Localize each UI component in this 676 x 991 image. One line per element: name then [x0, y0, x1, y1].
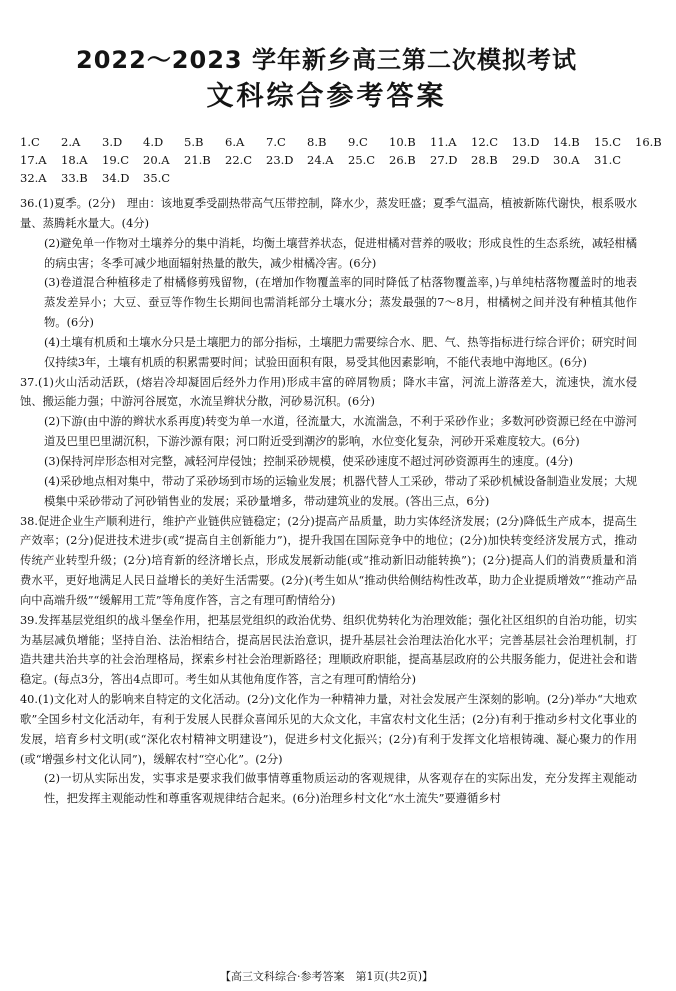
- choice-answer: 29.D: [512, 153, 540, 167]
- choice-answer: 26.B: [389, 153, 416, 167]
- q37-part1: 37.(1)火山活动活跃，(熔岩冷却凝固后经外力作用)形成丰富的碎屑物质；降水丰富，河流上游落差大，流速快，流水侵蚀、搬运能力强；中游河谷展宽，水流呈辫状分散，河砂易沉积。(6分): [20, 375, 637, 409]
- choice-answer: 5.B: [184, 135, 204, 149]
- q40-part1: 40.(1)文化对人的影响来自特定的文化活动。(2分)文化作为一种精神力量，对社会发展产生深刻的影响。(2分)举办“大地欢歌”全国乡村文化活动年，有利于发展人民群众喜闻乐见的大众文化，丰富农村文化生活；(2分)有利于推动乡村文化事业的发展，培育乡村文明(或“深化农村精神文明建设”)，促进乡村文化振兴；(2分)有利于发挥文化培根铸魂、凝心聚力的作用(或“增强乡村文化认同”)，缓解农村“空心化”。(2分): [20, 693, 637, 766]
- choice-answer: 35.C: [143, 171, 171, 185]
- document-title: 2022～2023 学年新乡高三第二次模拟考试: [76, 46, 577, 74]
- choice-answer: 17.A: [20, 153, 47, 167]
- choice-answer: 14.B: [553, 135, 580, 149]
- choice-answer: 19.C: [102, 153, 130, 167]
- q39-answer: 39.发挥基层党组织的战斗堡垒作用，把基层党组织的政治优势、组织优势转化为治理效能；强化社区组织的自治功能，切实为基层减负增能；坚持自治、法治相结合，提高居民法治意识，提升基层社会治理法治化水平；完善基层社会治理机制，打造共建共治共享的社会治理格局，探索乡村社会治理新路径；理顺政府职能，提高基层政府的公共服务能力，促进社会和谐稳定。(每点3分，答出4点即可。考生如从其他角度作答，言之有理可酌情给分): [20, 613, 637, 687]
- q36-part3: (3)卷道混合种植移走了柑橘修剪残留物，(在增加作物覆盖率的同时降低了枯落物覆盖率，)与单纯枯落物覆盖时的地表蒸发差异小；大豆、蚕豆等作物生长期间也需消耗部分土壤水分；蒸发最强的7～8月，柑橘树之间并没有种植其他作物。(6分): [44, 276, 637, 330]
- choice-answer: 20.A: [143, 153, 170, 167]
- choice-answer: 4.D: [143, 135, 164, 149]
- choice-answer: 24.A: [307, 153, 334, 167]
- choice-answer: 12.C: [471, 135, 499, 149]
- choice-answer: 3.D: [102, 135, 123, 149]
- q36-part4: (4)土壤有机质和土壤水分只是土壤肥力的部分指标，土壤肥力需要综合水、肥、气、热等指标进行综合评价；研究时间仅持续3年，土壤有机质的积累需要时间；试验田面积有限，易受其他因素影响，不能代表地中海地区。(6分): [44, 335, 637, 369]
- choice-answer: 28.B: [471, 153, 498, 167]
- choice-answer: 22.C: [225, 153, 253, 167]
- q38-answer: 38.促进企业生产顺利进行，维护产业链供应链稳定；(2分)提高产品质量，助力实体经济发展；(2分)降低生产成本，提高生产效率；(2分)促进技术进步(或“提高自主创新能力”)，提升我国在国际竞争中的地位；(2分)加快转变经济发展方式，推动传统产业转型升级；(2分)培育新的经济增长点，形成发展新动能(或“推动新旧动能转换”)；(2分)提高人们的消费质量和消费水平，更好地满足人民日益增长的美好生活需要。(2分)(考生如从“推动供给侧结构性改革，助力企业提质增效”“推动产品向中高端升级”“缓解用工荒”等角度作答，言之有理可酌情给分): [20, 514, 637, 607]
- page-footer: 【高三文科综合·参考答案 第1页(共2页)】: [219, 970, 434, 983]
- choice-answer: 21.B: [184, 153, 211, 167]
- choice-answer: 25.C: [348, 153, 376, 167]
- choice-row-2: [20, 152, 640, 170]
- choice-answer: 27.D: [430, 153, 458, 167]
- choice-answer: 23.D: [266, 153, 294, 167]
- multiple-choice-answers: [20, 134, 662, 188]
- q37-part3: (3)保持河岸形态相对完整，减轻河岸侵蚀；控制采砂规模，使采砂速度不超过河砂资源再生的速度。(4分): [44, 454, 574, 468]
- choice-answer: 16.B: [635, 135, 662, 149]
- choice-answer: 13.D: [512, 135, 540, 149]
- choice-answer: 9.C: [348, 135, 368, 149]
- choice-answer: 31.C: [594, 153, 622, 167]
- document-subtitle: 文科综合参考答案: [206, 81, 447, 112]
- answer-body: [20, 194, 637, 809]
- choice-answer: 15.C: [594, 135, 622, 149]
- choice-answer: 8.B: [307, 135, 327, 149]
- choice-answer: 11.A: [430, 135, 457, 149]
- choice-answer: 30.A: [553, 153, 580, 167]
- choice-answer: 18.A: [61, 153, 88, 167]
- choice-answer: 2.A: [61, 135, 81, 149]
- q36-part1: 36.(1)夏季。(2分) 理由：该地夏季受副热带高气压带控制，降水少，蒸发旺盛；夏季气温高，植被新陈代谢快，根系吸水量、蒸腾耗水量大。(4分): [20, 197, 637, 230]
- choice-answer: 10.B: [389, 135, 416, 149]
- choice-answer: 32.A: [20, 171, 47, 185]
- choice-answer: 34.D: [102, 171, 130, 185]
- q37-part2: (2)下游(由中游的辫状水系再度)转变为单一水道，径流量大，水流湍急，不利于采砂作业；多数河砂资源已经在中游河道及巴里巴里湖沉积，下游沙源有限；河口附近受到潮汐的影响，水位变化复杂，河砂开采难度较大。(6分): [44, 415, 637, 449]
- q36-part2: (2)避免单一作物对土壤养分的集中消耗，均衡土壤营养状态，促进柑橘对营养的吸收；形成良性的生态系统，减轻柑橘的病虫害；冬季可减少地面辐射热量的散失，减少柑橘冷害。(6分): [44, 236, 637, 270]
- choice-answer: 7.C: [266, 135, 286, 149]
- choice-answer: 6.A: [225, 135, 245, 149]
- choice-answer: 33.B: [61, 171, 88, 185]
- q40-part2: (2)一切从实际出发，实事求是要求我们做事情尊重物质运动的客观规律，从客观存在的实际出发，充分发挥主观能动性，把发挥主观能动性和尊重客观规律结合起来。(6分)治理乡村文化“水土流失”要遵循乡村: [44, 772, 637, 806]
- choice-answer: 1.C: [20, 135, 40, 149]
- choice-row-1: [20, 134, 662, 152]
- choice-row-3: [20, 170, 640, 188]
- q37-part4: (4)采砂地点相对集中，带动了采砂场到市场的运输业发展；机器代替人工采砂，带动了采砂机械设备制造业发展；大规模集中采砂带动了河砂销售业的发展；采砂量增多，带动建筑业的发展。(答出三点，6分): [44, 474, 637, 508]
